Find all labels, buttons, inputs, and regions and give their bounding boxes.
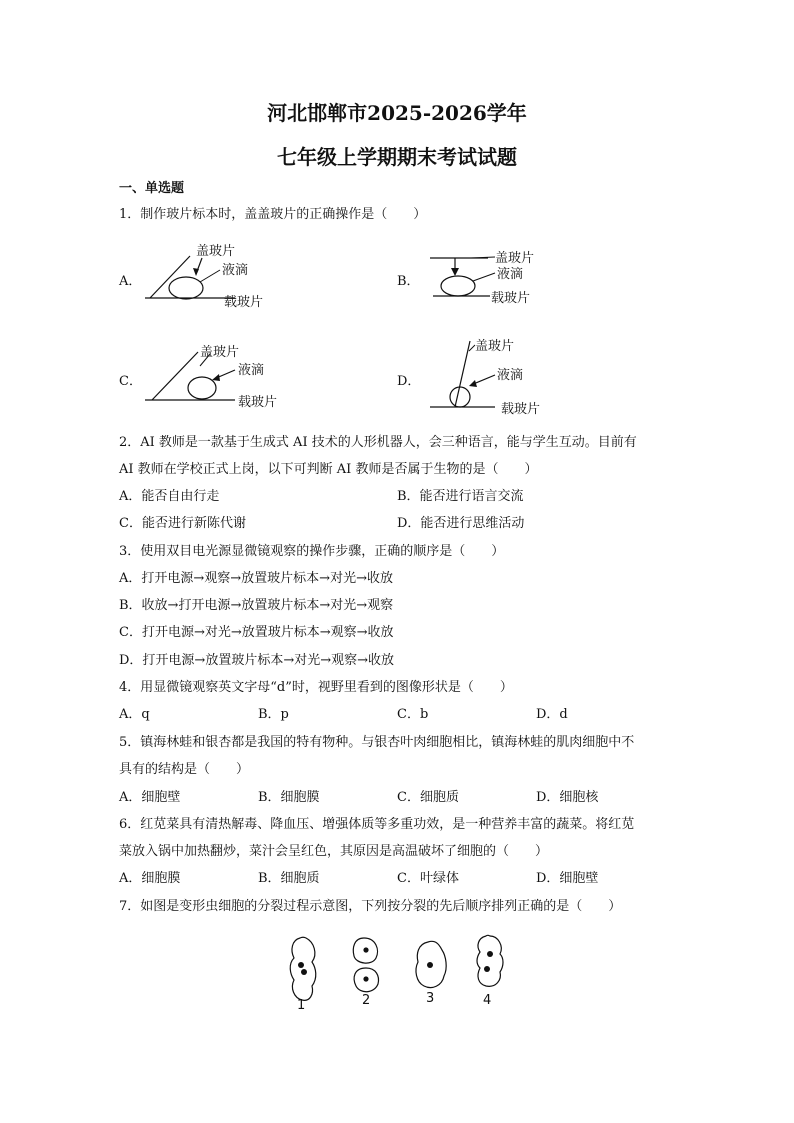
q5-option-c: C．细胞质	[397, 790, 459, 805]
svg-text:载玻片: 载玻片	[501, 402, 541, 417]
q6-stem-line2: 菜放入锅中加热翻炒，菜汁会呈红色，其原因是高温破坏了细胞的（ ）	[119, 844, 549, 859]
section-heading: 一、单选题	[119, 181, 185, 196]
q6-option-a: A．细胞膜	[119, 871, 181, 886]
q2-option-a: A．能否自由行走	[119, 489, 220, 504]
svg-text:液滴: 液滴	[238, 363, 265, 378]
q3-stem: 3．使用双目电光源显微镜观察的操作步骤，正确的顺序是（ ）	[119, 544, 505, 559]
q5-option-d: D．细胞核	[536, 790, 599, 805]
q4-option-c: C．b	[397, 707, 429, 722]
svg-text:载玻片: 载玻片	[491, 291, 531, 306]
fig-label-4: 4	[483, 993, 492, 1008]
q1-option-b-label: B．	[397, 274, 420, 289]
q1-figure-b	[425, 245, 565, 314]
q1-figure-a	[140, 238, 300, 317]
paper-subtitle: 七年级上学期期末考试试题	[277, 145, 517, 169]
svg-text:盖玻片: 盖玻片	[495, 251, 535, 266]
svg-text:液滴: 液滴	[497, 368, 524, 383]
fig-label-1: 1	[297, 998, 306, 1013]
fig-label-2: 2	[362, 993, 371, 1008]
svg-text:液滴: 液滴	[497, 267, 524, 282]
q1-option-a-label: A．	[119, 274, 142, 289]
q3-option-b: B．收放→打开电源→放置玻片标本→对光→观察	[119, 598, 394, 613]
cover-slip-label: 盖玻片	[196, 244, 236, 259]
q1-option-d-label: D．	[397, 374, 421, 389]
q2-stem-line1: 2．AI 教师是一款基于生成式 AI 技术的人形机器人，会三种语言，能与学生互动。目前有	[119, 435, 637, 450]
svg-text:盖玻片: 盖玻片	[200, 345, 240, 360]
q1-figure-c	[140, 340, 300, 419]
q1-stem: 1．制作玻片标本时，盖盖玻片的正确操作是（ ）	[119, 207, 427, 222]
slide-label: 载玻片	[224, 295, 264, 310]
q4-stem: 4．用显微镜观察英文字母“d”时，视野里看到的图像形状是（ ）	[119, 680, 513, 695]
q6-option-c: C．叶绿体	[397, 871, 459, 886]
q3-option-d: D．打开电源→放置玻片标本→对光→观察→收放	[119, 653, 394, 668]
q5-stem-line1: 5．镇海林蛙和银杏都是我国的特有物种。与银杏叶肉细胞相比，镇海林蛙的肌肉细胞中不	[119, 735, 635, 750]
q6-option-d: D．细胞壁	[536, 871, 599, 886]
paper-title: 河北邯郸市2025-2026学年	[267, 101, 527, 125]
q5-option-a: A．细胞壁	[119, 790, 181, 805]
svg-text:载玻片: 载玻片	[238, 395, 278, 410]
q3-option-a: A．打开电源→观察→放置玻片标本→对光→收放	[119, 571, 393, 586]
drop-label: 液滴	[222, 263, 249, 278]
q2-option-c: C．能否进行新陈代谢	[119, 516, 246, 531]
q4-option-d: D．d	[536, 707, 568, 722]
q5-option-b: B．细胞膜	[258, 790, 320, 805]
q3-option-c: C．打开电源→对光→放置玻片标本→观察→收放	[119, 625, 394, 640]
svg-text:盖玻片: 盖玻片	[475, 339, 515, 354]
q6-option-b: B．细胞质	[258, 871, 320, 886]
q7-amoeba-figure	[282, 932, 512, 1018]
q1-figure-d	[425, 333, 575, 422]
q2-option-d: D．能否进行思维活动	[397, 516, 525, 531]
q4-option-b: B．p	[258, 707, 289, 722]
q7-stem: 7．如图是变形虫细胞的分裂过程示意图，下列按分裂的先后顺序排列正确的是（ ）	[119, 899, 622, 914]
q2-option-b: B．能否进行语言交流	[397, 489, 524, 504]
q4-option-a: A．q	[119, 707, 150, 722]
q2-stem-line2: AI 教师在学校正式上岗，以下可判断 AI 教师是否属于生物的是（ ）	[119, 462, 538, 477]
q5-stem-line2: 具有的结构是（ ）	[119, 762, 250, 777]
q1-option-c-label: C．	[119, 374, 142, 389]
q6-stem-line1: 6．红苋菜具有清热解毒、降血压、增强体质等多重功效，是一种营养丰富的蔬菜。将红苋	[119, 817, 635, 832]
fig-label-3: 3	[426, 991, 435, 1006]
